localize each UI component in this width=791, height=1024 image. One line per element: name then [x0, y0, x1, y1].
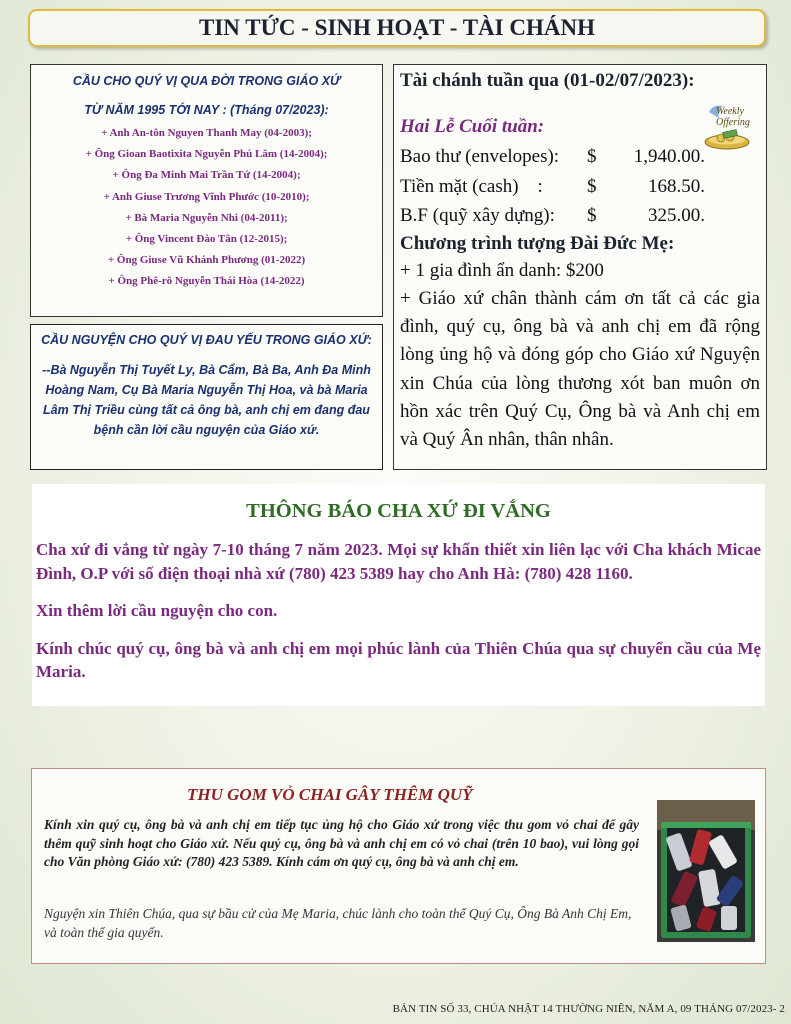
deceased-list: [31, 123, 382, 293]
finance-row-label: B.F (quỹ xây dựng):: [400, 205, 555, 226]
deceased-subheading: TỪ NĂM 1995 TỚI NAY : (Tháng 07/2023):: [84, 103, 329, 117]
deceased-prayer-box: [30, 64, 383, 317]
sick-body: --Bà Nguyễn Thị Tuyết Ly, Bà Cẩm, Bà Ba, Anh Đa Minh Hoàng Nam, Cụ Bà Maria Nguyễn Thị Hoa, và bà Maria Lâm Thị Triều cùng tất cả ông bà, anh chị em đang đau bệnh cần lời cầu nguyện của Giáo xứ.: [42, 363, 371, 437]
finance-row-amount: 168.50.: [648, 175, 705, 197]
notice-title: THÔNG BÁO CHA XỨ ĐI VẮNG: [246, 500, 551, 522]
program-title: Chương trình tượng Đài Đức Mẹ:: [400, 232, 675, 254]
finance-subtitle: Hai Lễ Cuối tuần:: [400, 116, 545, 137]
page-footer: BẢN TIN SỐ 33, CHÚA NHẬT 14 THƯỜNG NIÊN, NĂM A, 09 THÁNG 07/2023- 2: [392, 1003, 785, 1015]
notice-paragraph: Cha xứ đi vắng từ ngày 7-10 tháng 7 năm 2023. Mọi sự khẩn thiết xin liên lạc với Cha khách Micae Đình, O.P với số điện thoại nhà xứ (780) 423 5389 hay cho Anh Hà: (780) 428 1160.: [36, 540, 761, 583]
notice-paragraph: Xin thêm lời cầu nguyện cho con.: [36, 601, 278, 620]
pastor-absence-notice: [32, 484, 765, 706]
finance-row-currency: $: [587, 205, 597, 226]
deceased-heading: CẦU CHO QUÝ VỊ QUA ĐỜI TRONG GIÁO XỨ: [72, 74, 341, 88]
list-item: + Anh An-tôn Nguyen Thanh May (04-2003);: [101, 127, 312, 139]
finance-row-amount: 1,940.00.: [633, 146, 705, 167]
list-item: + Ông Giuse Vũ Khánh Phương (01-2022): [107, 254, 306, 267]
sick-heading: CẦU NGUYỆN CHO QUÝ VỊ ĐAU YẾU TRONG GIÁO XỨ:: [41, 333, 372, 347]
bottle-drive-title: THU GOM VỎ CHAI GÂY THÊM QUỸ: [187, 785, 473, 804]
list-item: + Anh Giuse Trương Vĩnh Phước (10-2010);: [103, 190, 310, 203]
list-item: + Ông Gioan Baotixita Nguyễn Phú Lâm (14-2004);: [85, 148, 328, 161]
offering-label-offering: Offering: [716, 117, 750, 128]
finance-row-label: Bao thư (envelopes):: [400, 146, 560, 167]
blessing-paragraph: Nguyện xin Thiên Chúa, qua sự bầu cử của Mẹ Maria, chúc lành cho toàn thể Quý Cụ, Ông Bà Anh Chị Em, và toàn thể gia quyến.: [44, 906, 632, 940]
sick-prayer-box: [30, 324, 383, 470]
list-item: + Ông Đa Minh Mai Trần Tứ (14-2004);: [112, 169, 301, 182]
list-item: + Ông Phê-rô Nguyễn Thái Hòa (14-2022): [108, 275, 305, 288]
donation-line: + 1 gia đình ẩn danh: $200: [400, 259, 604, 281]
finance-row: [400, 172, 760, 202]
thanks-paragraph: + Giáo xứ chân thành cám ơn tất cả các gia đình, quý cụ, ông bà và anh chị em đã rộng lòng ủng hộ và đóng góp cho Giáo xứ Nguyện xin Chúa của lòng thương xót ban muôn ơn hồn xác trên Quý Cụ, Ông bà và Anh chị em và Quý Ân nhân, thân nhân.: [400, 288, 760, 451]
notice-paragraph: Kính chúc quý cụ, ông bà và anh chị em mọi phúc lành của Thiên Chúa qua sự chuyển cầu của Mẹ Maria.: [36, 638, 761, 681]
list-item: + Bà Maria Nguyễn Nhi (04-2011);: [125, 211, 288, 224]
finance-row-currency: $: [587, 146, 597, 167]
finance-row-amount: 325.00.: [648, 205, 705, 226]
bottle-drive-box: [31, 768, 766, 964]
finance-row-currency: $: [587, 175, 597, 197]
list-item: + Ông Vincent Đào Tân (12-2015);: [125, 233, 288, 246]
bottle-drive-paragraph: Kính xin quý cụ, ông bà và anh chị em tiếp tục ủng hộ cho Giáo xứ trong việc thu gom vỏ chai để gây thêm quỹ sinh hoạt cho Giáo xứ. Nếu quý cụ, ông bà và anh chị em có vỏ chai (trên 10 bao), vui lòng gọi cho Văn phòng Giáo xứ: (780) 423 5389. Kính cám ơn quý cụ, ông bà và anh chị em.: [44, 817, 639, 869]
finance-row: [400, 201, 760, 231]
offering-label-weekly: Weekly: [716, 106, 744, 117]
finance-row-label: Tiền mặt (cash) :: [400, 175, 543, 197]
page-title: TIN TỨC - SINH HOẠT - TÀI CHÁNH: [28, 9, 766, 47]
bottles-photo: [657, 800, 755, 942]
weekly-offering-icon: [699, 100, 755, 156]
finance-title: Tài chánh tuần qua (01-02/07/2023):: [400, 70, 695, 91]
